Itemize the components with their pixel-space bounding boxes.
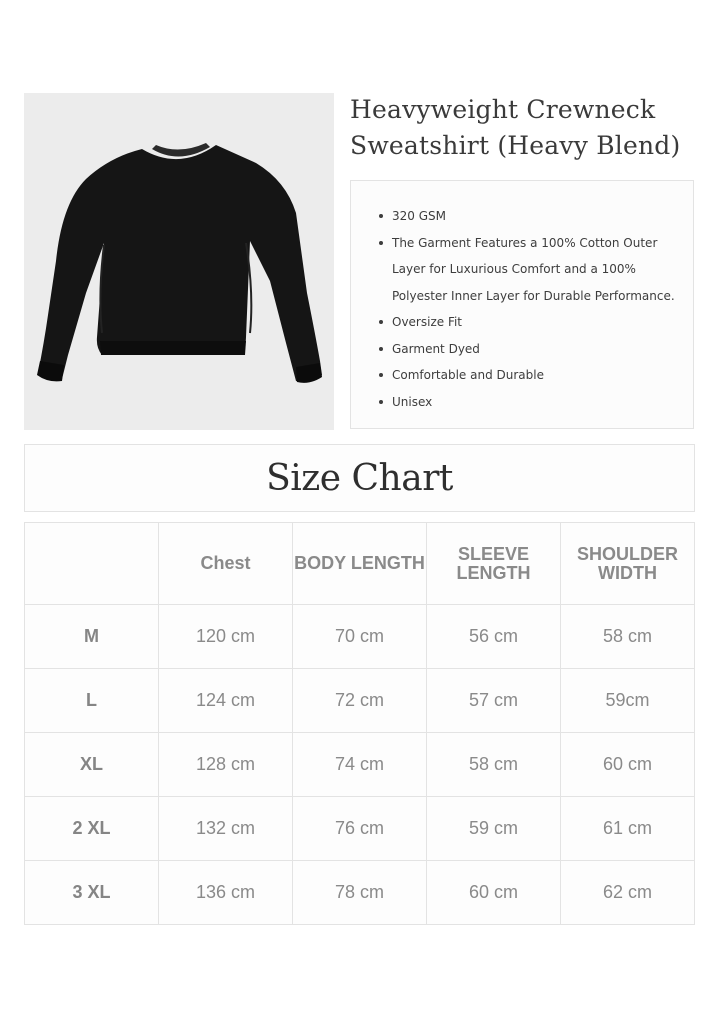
body-length-cell: 74 cm: [293, 733, 427, 797]
size-cell: M: [25, 605, 159, 669]
feature-item: Unisex: [379, 389, 693, 416]
size-chart-title-box: [24, 444, 695, 512]
feature-item: 320 GSM: [379, 203, 693, 230]
table-row: [25, 797, 695, 861]
chest-cell: 136 cm: [159, 861, 293, 925]
feature-item: Oversize Fit: [379, 309, 693, 336]
shoulder-width-cell: 59cm: [561, 669, 695, 733]
sleeve-length-cell: 57 cm: [427, 669, 561, 733]
size-cell: 3 XL: [25, 861, 159, 925]
shoulder-width-cell: 62 cm: [561, 861, 695, 925]
product-title: Heavyweight Crewneck Sweatshirt (Heavy Blend): [350, 95, 681, 160]
black-sweatshirt-image: [24, 93, 334, 430]
column-header-body-length: BODY LENGTH: [293, 523, 427, 605]
table-row: [25, 861, 695, 925]
sleeve-length-cell: 60 cm: [427, 861, 561, 925]
features-list: [351, 181, 693, 415]
size-cell: L: [25, 669, 159, 733]
column-header-sleeve-length: SLEEVE LENGTH: [427, 523, 561, 605]
table-row: [25, 733, 695, 797]
column-header-shoulder-width: SHOULDER WIDTH: [561, 523, 695, 605]
shoulder-width-cell: 60 cm: [561, 733, 695, 797]
feature-item: The Garment Features a 100% Cotton Outer Layer for Luxurious Comfort and a 100% Polyester Inner Layer for Durable Performance.: [379, 230, 693, 310]
chest-cell: 128 cm: [159, 733, 293, 797]
features-box: [350, 180, 694, 429]
table-row: [25, 605, 695, 669]
chest-cell: 124 cm: [159, 669, 293, 733]
size-cell: 2 XL: [25, 797, 159, 861]
body-length-cell: 70 cm: [293, 605, 427, 669]
shoulder-width-cell: 61 cm: [561, 797, 695, 861]
body-length-cell: 78 cm: [293, 861, 427, 925]
size-cell: XL: [25, 733, 159, 797]
size-chart-table: [24, 522, 695, 925]
column-header-size: [25, 523, 159, 605]
chest-cell: 132 cm: [159, 797, 293, 861]
body-length-cell: 76 cm: [293, 797, 427, 861]
feature-item: Comfortable and Durable: [379, 362, 693, 389]
sleeve-length-cell: 59 cm: [427, 797, 561, 861]
size-chart-title: Size Chart: [266, 457, 453, 499]
chest-cell: 120 cm: [159, 605, 293, 669]
product-image: [24, 93, 334, 430]
body-length-cell: 72 cm: [293, 669, 427, 733]
sleeve-length-cell: 56 cm: [427, 605, 561, 669]
feature-item: Garment Dyed: [379, 336, 693, 363]
table-header-row: [25, 523, 695, 605]
shoulder-width-cell: 58 cm: [561, 605, 695, 669]
table-row: [25, 669, 695, 733]
sleeve-length-cell: 58 cm: [427, 733, 561, 797]
column-header-chest: Chest: [159, 523, 293, 605]
